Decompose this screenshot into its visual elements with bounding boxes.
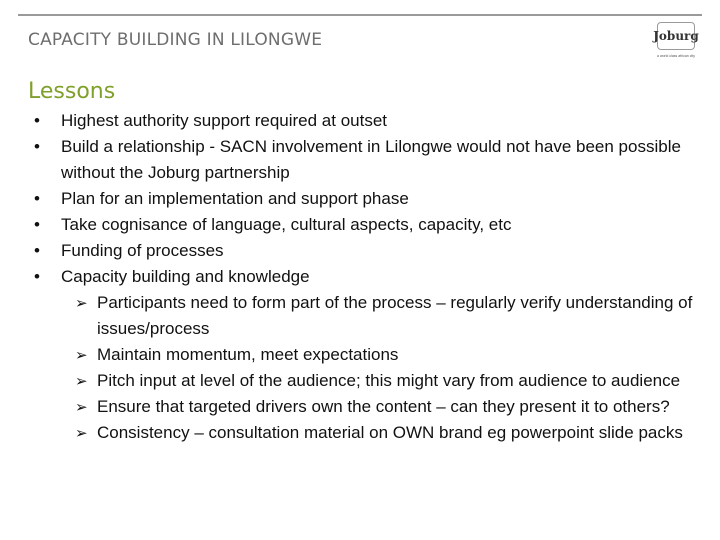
arrow-bullet-icon: ➢ <box>75 372 88 390</box>
bullet-list <box>0 108 720 446</box>
sub-list-item-text: Ensure that targeted drivers own the content – can they present it to others? <box>97 397 670 416</box>
bullet-icon: • <box>34 137 40 156</box>
list-item <box>0 238 701 264</box>
sub-list-item-text: Consistency – consultation material on OWN brand eg powerpoint slide packs <box>97 423 683 442</box>
arrow-bullet-icon: ➢ <box>75 424 88 442</box>
joburg-logo <box>652 20 700 64</box>
logo-text: Joburg <box>657 22 695 50</box>
bullet-icon: • <box>34 111 40 130</box>
list-item-text: Capacity building and knowledge <box>61 267 310 286</box>
list-item <box>0 186 701 212</box>
list-item <box>0 212 701 238</box>
slide-header-title: CAPACITY BUILDING IN LILONGWE <box>28 30 323 50</box>
list-item-text: Take cognisance of language, cultural aspects, capacity, etc <box>61 215 512 234</box>
list-item <box>0 264 701 290</box>
sub-list-item-text: Maintain momentum, meet expectations <box>97 345 399 364</box>
arrow-bullet-icon: ➢ <box>75 294 88 312</box>
list-item-text: Funding of processes <box>61 241 224 260</box>
bullet-icon: • <box>34 267 40 286</box>
list-item <box>0 108 701 134</box>
arrow-bullet-icon: ➢ <box>75 346 88 364</box>
sub-list-item <box>0 420 697 446</box>
list-item-text: Highest authority support required at outset <box>61 111 388 130</box>
sub-list-item <box>0 290 697 342</box>
sub-list-item-text: Participants need to form part of the process – regularly verify understanding of issues/process <box>97 293 693 338</box>
sub-list-item <box>0 368 697 394</box>
arrow-bullet-icon: ➢ <box>75 398 88 416</box>
bullet-icon: • <box>34 215 40 234</box>
sub-list-item <box>0 342 697 368</box>
list-item-text: Build a relationship - SACN involvement in Lilongwe would not have been possible without the Joburg partnership <box>61 137 681 182</box>
section-title: Lessons <box>28 79 116 104</box>
list-item-text: Plan for an implementation and support phase <box>61 189 409 208</box>
sub-list-item-text: Pitch input at level of the audience; this might vary from audience to audience <box>97 371 681 390</box>
sub-list-item <box>0 394 697 420</box>
logo-tagline: a world class african city <box>657 54 695 58</box>
list-item <box>0 134 701 186</box>
bullet-icon: • <box>34 189 40 208</box>
bullet-icon: • <box>34 241 40 260</box>
header-divider <box>18 14 702 16</box>
